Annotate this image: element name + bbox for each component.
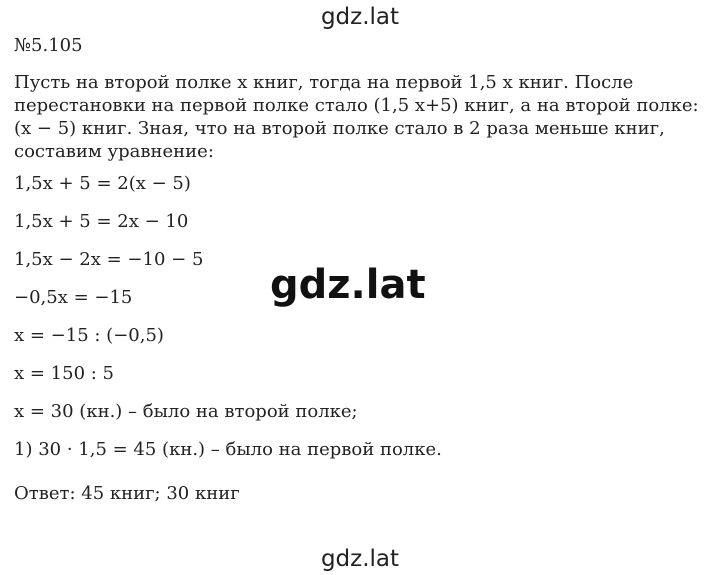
watermark-top: gdz.lat <box>320 4 400 30</box>
equation-step: 1,5x − 2x = −10 − 5 <box>14 249 204 270</box>
intro-line: Пусть на второй полке x книг, тогда на первой 1,5 x книг. После <box>14 72 634 93</box>
solution-steps <box>14 172 714 476</box>
equation-step: x = 30 (кн.) – было на второй полке; <box>14 401 358 422</box>
equation-step: −0,5x = −15 <box>14 287 133 308</box>
solution-content <box>14 34 714 505</box>
answer-line: Ответ: 45 книг; 30 книг <box>14 483 240 504</box>
equation-step: 1) 30 · 1,5 = 45 (кн.) – было на первой полке. <box>14 439 442 460</box>
equation-step: 1,5x + 5 = 2(x − 5) <box>14 173 191 194</box>
equation-step: x = 150 : 5 <box>14 363 114 384</box>
intro-line: перестановки на первой полке стало (1,5 x+5) книг, а на второй полке: <box>14 95 699 116</box>
intro-line: составим уравнение: <box>14 141 214 162</box>
watermark-bottom: gdz.lat <box>320 546 400 572</box>
problem-number: №5.105 <box>14 35 83 56</box>
problem-intro <box>14 71 714 163</box>
equation-step: 1,5x + 5 = 2x − 10 <box>14 211 189 232</box>
watermark-center: gdz.lat <box>270 262 426 308</box>
equation-step: x = −15 : (−0,5) <box>14 325 164 346</box>
intro-line: (x − 5) книг. Зная, что на второй полке стало в 2 раза меньше книг, <box>14 118 665 139</box>
